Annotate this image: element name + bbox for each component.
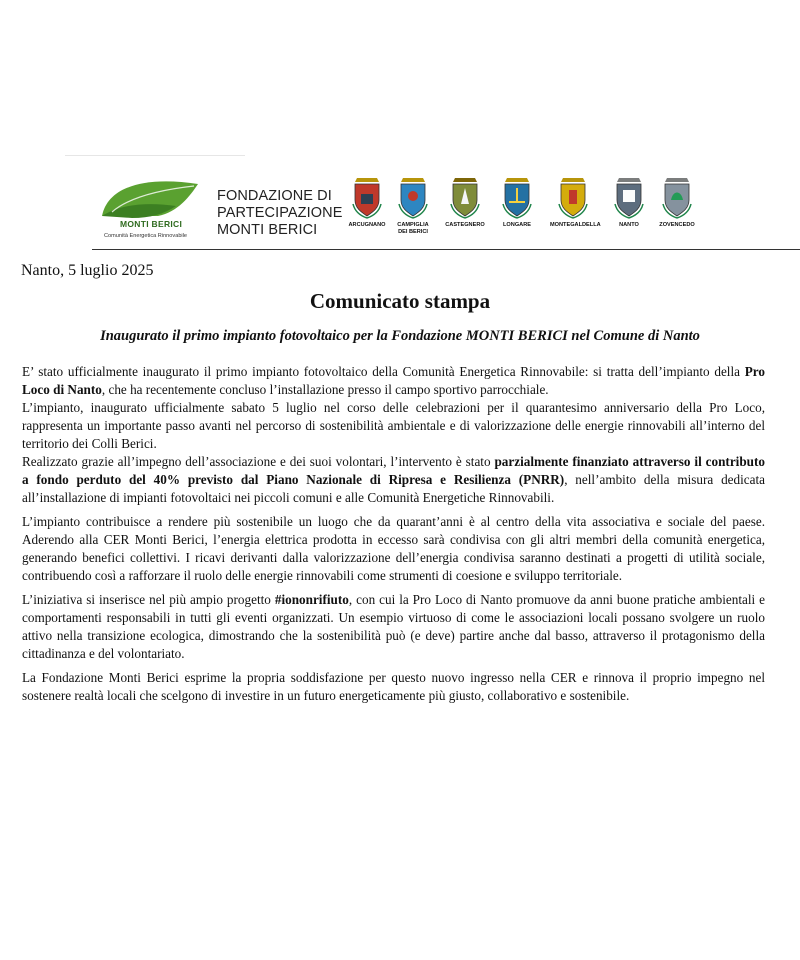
logo-wordmark: MONTI BERICI [120, 219, 183, 229]
document-date: Nanto, 5 luglio 2025 [21, 262, 154, 279]
top-faint-rule [65, 155, 245, 156]
crest-campiglia [390, 174, 436, 236]
p5-hashtag: #iononrifiuto [274, 592, 349, 607]
p1-bold: Pro Loco di Nanto [22, 364, 765, 397]
monti-berici-logo [98, 172, 208, 244]
crest-montegaldella [550, 174, 601, 229]
foundation-line-1: FONDAZIONE DI [217, 188, 332, 204]
crest-castegnero [442, 174, 488, 229]
crest-icon [447, 174, 483, 220]
p3-text-a: Realizzato grazie all’impegno dell’associazione e dei suoi volontari, l’intervento è stato [22, 454, 495, 469]
crest-nanto [606, 174, 652, 229]
foundation-line-2: PARTECIPAZIONE [217, 205, 343, 221]
crest-name: ZOVENCEDO [659, 222, 695, 228]
crest-icon [349, 174, 385, 220]
foundation-name [217, 188, 342, 239]
p5-text-a: L’iniziativa si inserisce nel più ampio progetto [22, 592, 275, 607]
municipality-crests [344, 174, 704, 246]
crest-arcugnano [344, 174, 390, 229]
p3-bold: parzialmente finanziato attraverso il contributo a fondo perduto del 40% previsto dal Piano Nazionale di Ripresa e Resilienza (PNRR) [22, 454, 765, 487]
paragraph-5 [22, 591, 765, 663]
crest-name: NANTO [619, 222, 639, 228]
crest-icon [555, 174, 591, 220]
crest-name: CASTEGNERO [445, 222, 485, 228]
crest-icon [659, 174, 695, 220]
document-subtitle: Inaugurato il primo impianto fotovoltaico per la Fondazione MONTI BERICI nel Comune di Nanto [100, 328, 700, 344]
document-body [22, 363, 765, 705]
paragraph-6: La Fondazione Monti Berici esprime la propria soddisfazione per questo nuovo ingresso nella CER e rinnova il proprio impegno nel sostenere realtà locali che scelgono di investire in un futuro energeticamente più giusto, collaborativo e sostenibile. [22, 670, 765, 703]
crest-name: ARCUGNANO [348, 222, 386, 228]
logo-subtext: Comunità Energetica Rinnovabile [104, 233, 188, 239]
crest-icon [499, 174, 535, 220]
crest-zovencedo [654, 174, 700, 229]
paragraph-1 [22, 363, 765, 399]
crest-icon [395, 174, 431, 220]
crest-name-line-2: DEI BERICI [398, 229, 428, 235]
crest-icon [611, 174, 647, 220]
p5-text-c: , con cui la Pro Loco di Nanto promuove da anni buone pratiche ambientali e comportamenti responsabili in tutti gli eventi organizzati. Un esempio virtuoso di come le associazioni locali possano svolgere un ruolo attivo nella transizione ecologica, dimostrando che la sostenibilità può (e deve) partire anche dal basso, attraverso il protagonismo della cittadinanza e del volontariato. [22, 592, 766, 661]
header-divider [92, 249, 800, 250]
p3-text-c: , nell’ambito della misura dedicata all’installazione di impianti fotovoltaici nei piccoli comuni e alle Comunità Energetiche Rinnovabili. [22, 472, 765, 505]
p1-text-c: , che ha recentemente concluso l’installazione presso il campo sportivo parrocchiale. [101, 382, 549, 397]
crest-name-line-1: CAMPIGLIA [397, 222, 429, 228]
crest-name: MONTEGALDELLA [550, 222, 601, 228]
crest-longare [494, 174, 540, 229]
paragraph-4: L’impianto contribuisce a rendere più sostenibile un luogo che da quarant’anni è al centro della vita associativa e sociale del paese. Aderendo alla CER Monti Berici, l’energia elettrica prodotta in eccesso sarà condivisa con gli altri membri della comunità energetica, generando benefici collettivi. I ricavi derivanti dalla valorizzazione dell’energia condivisa saranno destinati a progetti di utilità sociale, contribuendo così a rafforzare il ruolo delle energie rinnovabili come strumenti di coesione e sviluppo territoriale. [22, 514, 765, 583]
letterhead [92, 162, 800, 248]
p1-text-a: E’ stato ufficialmente inaugurato il primo impianto fotovoltaico della Comunità Energetica Rinnovabile: si tratta dell’impianto della [22, 364, 745, 379]
foundation-line-3: MONTI BERICI [217, 222, 318, 238]
paragraph-3 [22, 453, 765, 507]
document-title: Comunicato stampa [309, 289, 491, 313]
paragraph-2: L’impianto, inaugurato ufficialmente sabato 5 luglio nel corso delle celebrazioni per il quarantesimo anniversario della Pro Loco, rappresenta un importante passo avanti nel percorso di sostenibilità ambientale e di valorizzazione delle energie rinnovabili all’interno del territorio dei Colli Berici. [22, 400, 765, 451]
crest-name: LONGARE [503, 222, 531, 228]
